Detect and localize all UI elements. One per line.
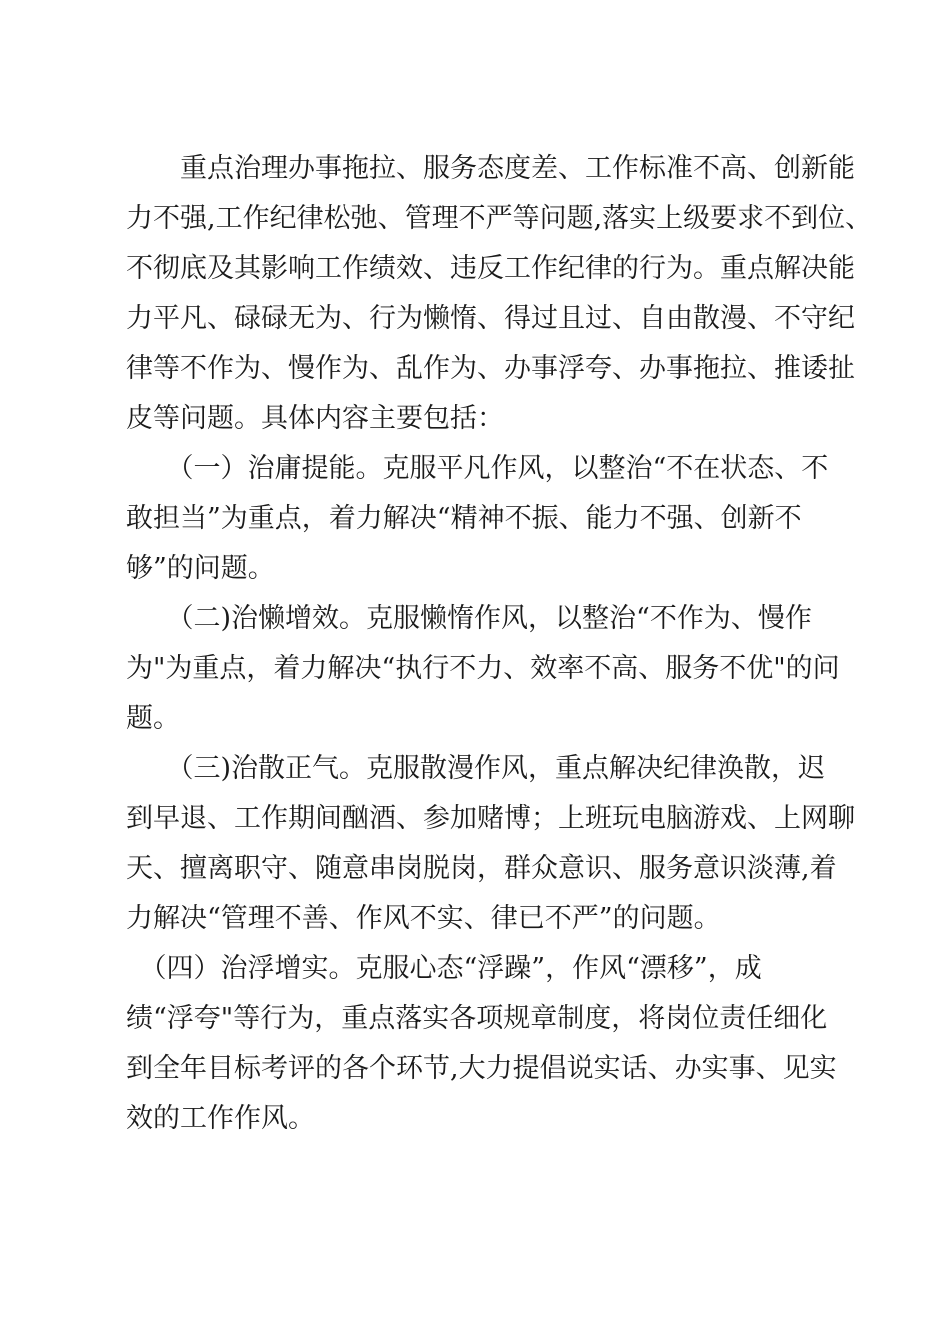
text-line: 力平凡、碌碌无为、行为懒惰、得过且过、自由散漫、不守纪: [126, 303, 855, 334]
text-line: 为"为重点，着力解决“执行不力、效率不高、服务不优"的问: [126, 653, 840, 684]
text-line: （一）治庸提能。克服平凡作风，以整治“不在状态、不: [126, 453, 829, 484]
text-line: 敢担当”为重点，着力解决“精神不振、能力不强、创新不: [126, 503, 802, 534]
document-body: [126, 144, 873, 1144]
text-line: 力不强,工作纪律松弛、管理不严等问题,落实上级要求不到位、: [126, 203, 873, 234]
text-line: 不彻底及其影响工作绩效、违反工作纪律的行为。重点解决能: [126, 253, 855, 284]
text-line: 到早退、工作期间酗酒、参加赌博；上班玩电脑游戏、上网聊: [126, 803, 855, 834]
text-line: 天、擅离职守、随意串岗脱岗，群众意识、服务意识淡薄,着: [126, 853, 837, 884]
text-line: 律等不作为、慢作为、乱作为、办事浮夸、办事拖拉、推诿扯: [126, 353, 855, 384]
text-line: （二)治懒增效。克服懒惰作风，以整治“不作为、慢作: [126, 603, 812, 634]
text-line: 绩“浮夸"等行为，重点落实各项规章制度，将岗位责任细化: [126, 1003, 828, 1034]
section-4-paragraph: [126, 944, 837, 1144]
text-line: 到全年目标考评的各个环节,大力提倡说实话、办实事、见实: [126, 1053, 837, 1084]
section-3-paragraph: [126, 744, 855, 944]
text-line: 效的工作作风。: [126, 1103, 315, 1134]
intro-paragraph: [126, 144, 873, 444]
text-line: 力解决“管理不善、作风不实、律已不严”的问题。: [126, 903, 721, 934]
text-line: 够”的问题。: [126, 553, 275, 584]
text-line: 重点治理办事拖拉、服务态度差、工作标准不高、创新能: [126, 153, 855, 184]
text-line: 题。: [126, 703, 180, 734]
section-2-paragraph: [126, 594, 840, 744]
text-line: （三)治散正气。克服散漫作风，重点解决纪律涣散，迟: [126, 753, 826, 784]
section-1-paragraph: [126, 444, 829, 594]
text-line: （四）治浮增实。克服心态“浮躁”，作风“漂移”，成: [126, 953, 762, 984]
text-line: 皮等问题。具体内容主要包括：: [126, 403, 504, 434]
